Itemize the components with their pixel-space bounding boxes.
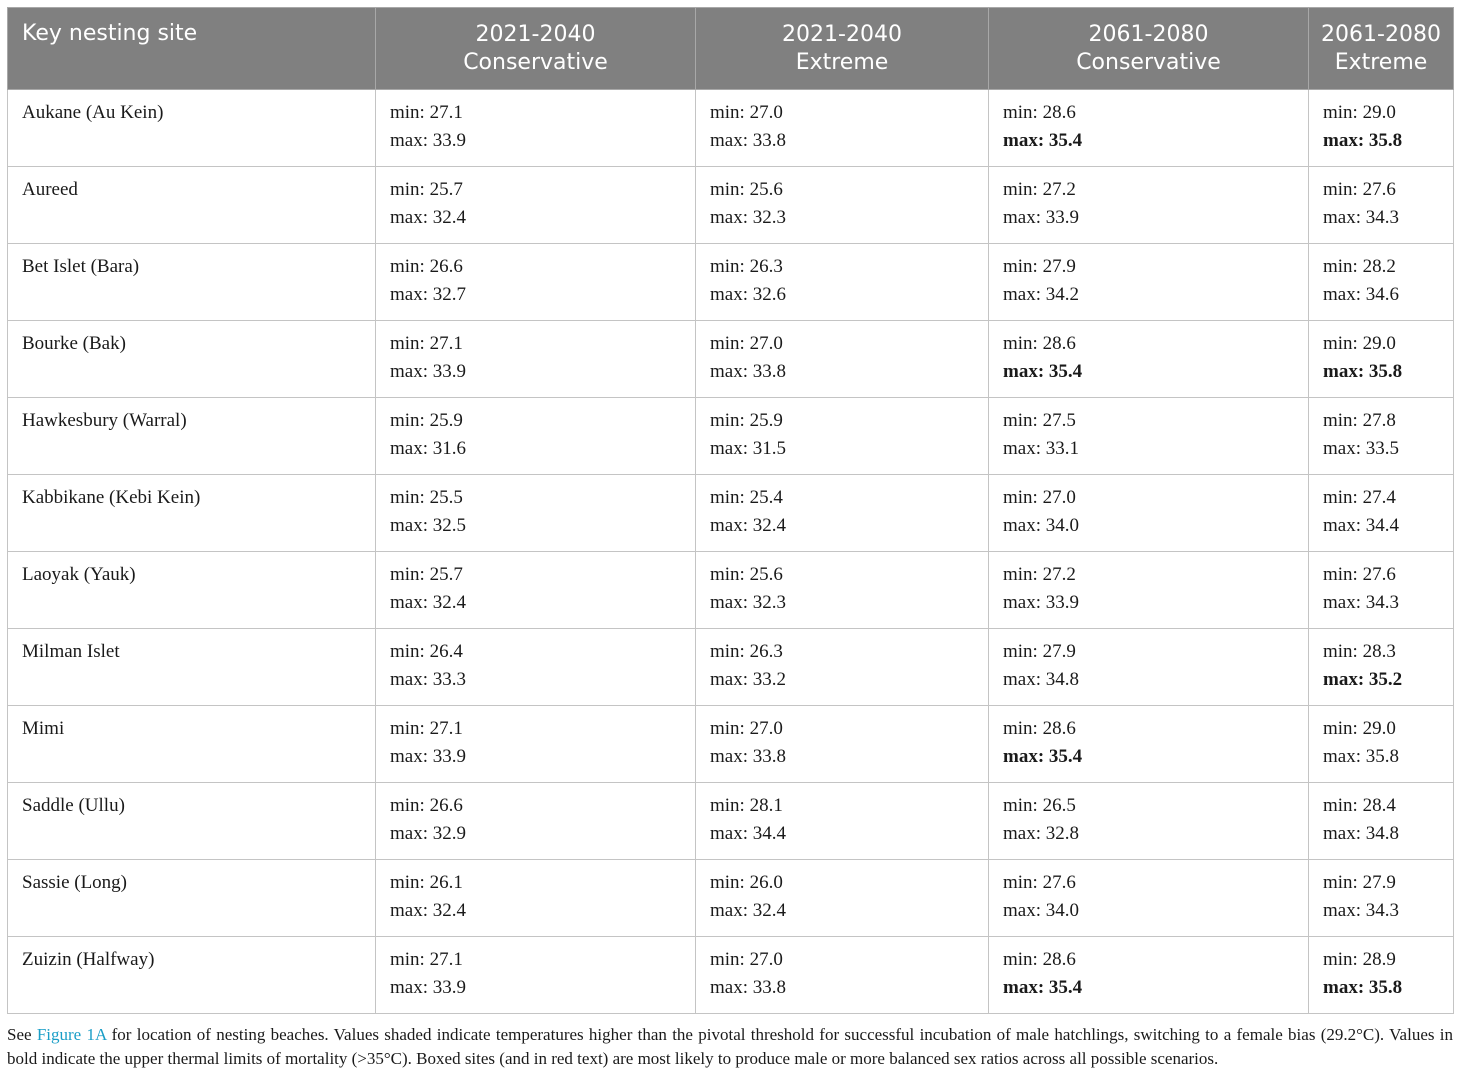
table-row xyxy=(8,783,1454,860)
max-temperature: max: 31.5 xyxy=(710,438,786,459)
min-temperature: min: 25.7 xyxy=(390,564,463,585)
max-temperature: max: 33.9 xyxy=(1003,207,1079,228)
max-temperature: max: 32.5 xyxy=(390,515,466,536)
table-body xyxy=(8,90,1454,1014)
min-temperature: min: 26.5 xyxy=(1003,795,1076,816)
max-temperature: max: 33.3 xyxy=(390,669,466,690)
site-name-cell: Aukane (Au Kein) xyxy=(8,90,376,167)
min-temperature: min: 29.0 xyxy=(1323,718,1396,739)
min-temperature: min: 27.9 xyxy=(1003,256,1076,277)
temperature-cell xyxy=(696,937,989,1014)
min-temperature: min: 25.9 xyxy=(710,410,783,431)
max-temperature: max: 34.0 xyxy=(1003,900,1079,921)
max-temperature: max: 35.8 xyxy=(1323,977,1403,998)
min-temperature: min: 26.6 xyxy=(390,795,463,816)
min-temperature: min: 26.3 xyxy=(710,256,783,277)
site-name-cell: Bourke (Bak) xyxy=(8,321,376,398)
min-temperature: min: 27.0 xyxy=(710,333,783,354)
min-temperature: min: 27.6 xyxy=(1323,564,1396,585)
max-temperature: max: 33.9 xyxy=(390,130,466,151)
min-temperature: min: 27.2 xyxy=(1003,179,1076,200)
max-temperature: max: 34.3 xyxy=(1323,207,1399,228)
min-temperature: min: 27.0 xyxy=(1003,487,1076,508)
table-row xyxy=(8,860,1454,937)
min-temperature: min: 25.9 xyxy=(390,410,463,431)
min-temperature: min: 26.3 xyxy=(710,641,783,662)
column-header-line: 2061-2080 xyxy=(1088,21,1209,47)
temperature-cell xyxy=(1309,860,1454,937)
site-name-cell: Sassie (Long) xyxy=(8,860,376,937)
max-temperature: max: 32.4 xyxy=(710,900,786,921)
temperature-cell xyxy=(1309,937,1454,1014)
max-temperature: max: 35.4 xyxy=(1003,746,1083,767)
site-name-cell: Zuizin (Halfway) xyxy=(8,937,376,1014)
temperature-cell xyxy=(989,629,1309,706)
column-header xyxy=(989,8,1309,90)
column-header-line: Conservative xyxy=(463,49,608,75)
max-temperature: max: 33.9 xyxy=(390,361,466,382)
min-temperature: min: 25.4 xyxy=(710,487,783,508)
nesting-temperature-table xyxy=(7,7,1454,1014)
table-row xyxy=(8,629,1454,706)
min-temperature: min: 29.0 xyxy=(1323,333,1396,354)
max-temperature: max: 31.6 xyxy=(390,438,466,459)
max-temperature: max: 33.8 xyxy=(710,361,786,382)
site-name-cell: Milman Islet xyxy=(8,629,376,706)
max-temperature: max: 33.9 xyxy=(390,977,466,998)
temperature-cell xyxy=(989,552,1309,629)
temperature-cell xyxy=(696,244,989,321)
max-temperature: max: 34.2 xyxy=(1003,284,1079,305)
min-temperature: min: 28.6 xyxy=(1003,102,1076,123)
max-temperature: max: 35.2 xyxy=(1323,669,1403,690)
temperature-cell xyxy=(376,629,696,706)
temperature-cell xyxy=(1309,167,1454,244)
temperature-cell xyxy=(1309,552,1454,629)
temperature-cell xyxy=(376,398,696,475)
table-row xyxy=(8,167,1454,244)
temperature-cell xyxy=(696,629,989,706)
min-temperature: min: 27.0 xyxy=(710,102,783,123)
max-temperature: max: 33.2 xyxy=(710,669,786,690)
max-temperature: max: 32.8 xyxy=(1003,823,1079,844)
min-temperature: min: 27.1 xyxy=(390,102,463,123)
column-header-line: 2021-2040 xyxy=(475,21,596,47)
table-row xyxy=(8,321,1454,398)
min-temperature: min: 27.9 xyxy=(1003,641,1076,662)
max-temperature: max: 32.3 xyxy=(710,207,786,228)
figure-link[interactable]: Figure 1A xyxy=(36,1025,107,1044)
site-name-cell: Hawkesbury (Warral) xyxy=(8,398,376,475)
table-row xyxy=(8,244,1454,321)
table-row xyxy=(8,937,1454,1014)
temperature-cell xyxy=(989,860,1309,937)
temperature-cell xyxy=(696,552,989,629)
column-header-line: 2021-2040 xyxy=(782,21,902,47)
site-name-cell: Aureed xyxy=(8,167,376,244)
temperature-cell xyxy=(1309,783,1454,860)
max-temperature: max: 35.4 xyxy=(1003,130,1083,151)
max-temperature: max: 32.7 xyxy=(390,284,466,305)
site-name-cell: Saddle (Ullu) xyxy=(8,783,376,860)
min-temperature: min: 27.0 xyxy=(710,718,783,739)
footnote-text: for location of nesting beaches. Values shaded indicate temperatures higher than the pivotal threshold for successful incubation of male hatchlings, switching to a female bias (29.2°C). Values in bold indicate the upper thermal limits of mortality (>35°C). Boxed sites (and in red text) are most likely to produce male or more balanced sex ratios across all possible scenarios. xyxy=(7,1025,1453,1068)
max-temperature: max: 32.3 xyxy=(710,592,786,613)
min-temperature: min: 27.8 xyxy=(1323,410,1396,431)
table-row xyxy=(8,706,1454,783)
max-temperature: max: 33.8 xyxy=(710,130,786,151)
min-temperature: min: 27.6 xyxy=(1323,179,1396,200)
temperature-cell xyxy=(696,706,989,783)
min-temperature: min: 25.6 xyxy=(710,179,783,200)
max-temperature: max: 33.9 xyxy=(1003,592,1079,613)
temperature-cell xyxy=(1309,475,1454,552)
max-temperature: max: 32.4 xyxy=(710,515,786,536)
site-name-cell: Mimi xyxy=(8,706,376,783)
min-temperature: min: 28.4 xyxy=(1323,795,1396,816)
temperature-cell xyxy=(1309,90,1454,167)
table-row xyxy=(8,475,1454,552)
min-temperature: min: 25.7 xyxy=(390,179,463,200)
temperature-cell xyxy=(376,90,696,167)
min-temperature: min: 28.6 xyxy=(1003,949,1076,970)
min-temperature: min: 28.1 xyxy=(710,795,783,816)
site-name-cell: Bet Islet (Bara) xyxy=(8,244,376,321)
temperature-cell xyxy=(1309,244,1454,321)
temperature-cell xyxy=(1309,321,1454,398)
min-temperature: min: 25.6 xyxy=(710,564,783,585)
min-temperature: min: 27.0 xyxy=(710,949,783,970)
table-header-row xyxy=(8,8,1454,90)
temperature-cell xyxy=(989,244,1309,321)
max-temperature: max: 34.8 xyxy=(1003,669,1079,690)
max-temperature: max: 35.8 xyxy=(1323,746,1399,767)
temperature-cell xyxy=(376,475,696,552)
temperature-cell xyxy=(989,706,1309,783)
max-temperature: max: 32.6 xyxy=(710,284,786,305)
max-temperature: max: 33.1 xyxy=(1003,438,1079,459)
min-temperature: min: 27.1 xyxy=(390,333,463,354)
temperature-cell xyxy=(696,167,989,244)
column-header-line: Extreme xyxy=(1334,49,1428,75)
temperature-cell xyxy=(696,860,989,937)
min-temperature: min: 27.5 xyxy=(1003,410,1076,431)
max-temperature: max: 33.8 xyxy=(710,746,786,767)
temperature-cell xyxy=(696,475,989,552)
max-temperature: max: 34.8 xyxy=(1323,823,1399,844)
temperature-cell xyxy=(989,167,1309,244)
temperature-cell xyxy=(1309,398,1454,475)
min-temperature: min: 26.1 xyxy=(390,872,463,893)
max-temperature: max: 34.0 xyxy=(1003,515,1079,536)
max-temperature: max: 32.9 xyxy=(390,823,466,844)
min-temperature: min: 27.1 xyxy=(390,949,463,970)
max-temperature: max: 34.6 xyxy=(1323,284,1399,305)
column-header-line: 2061-2080 xyxy=(1321,21,1441,47)
temperature-cell xyxy=(696,90,989,167)
column-header xyxy=(696,8,989,90)
footnote-prefix: See xyxy=(7,1025,37,1044)
min-temperature: min: 26.0 xyxy=(710,872,783,893)
temperature-cell xyxy=(376,167,696,244)
data-table-container xyxy=(7,7,1453,1014)
min-temperature: min: 28.3 xyxy=(1323,641,1396,662)
temperature-cell xyxy=(376,937,696,1014)
max-temperature: max: 32.4 xyxy=(390,900,466,921)
min-temperature: min: 29.0 xyxy=(1323,102,1396,123)
temperature-cell xyxy=(376,244,696,321)
column-header xyxy=(376,8,696,90)
temperature-cell xyxy=(376,706,696,783)
column-header-line: Key nesting site xyxy=(22,21,198,46)
max-temperature: max: 35.4 xyxy=(1003,361,1083,382)
column-header xyxy=(8,8,376,90)
min-temperature: min: 28.9 xyxy=(1323,949,1396,970)
temperature-cell xyxy=(376,321,696,398)
column-header-line: Conservative xyxy=(1076,49,1221,75)
max-temperature: max: 33.8 xyxy=(710,977,786,998)
column-header-line: Extreme xyxy=(795,49,889,75)
max-temperature: max: 33.9 xyxy=(390,746,466,767)
min-temperature: min: 27.9 xyxy=(1323,872,1396,893)
min-temperature: min: 27.4 xyxy=(1323,487,1396,508)
max-temperature: max: 34.4 xyxy=(1323,515,1399,536)
min-temperature: min: 28.6 xyxy=(1003,333,1076,354)
site-name-cell: Kabbikane (Kebi Kein) xyxy=(8,475,376,552)
temperature-cell xyxy=(989,937,1309,1014)
temperature-cell xyxy=(376,860,696,937)
table-footnote xyxy=(7,1023,1453,1071)
temperature-cell xyxy=(696,783,989,860)
temperature-cell xyxy=(989,321,1309,398)
column-header xyxy=(1309,8,1454,90)
max-temperature: max: 35.4 xyxy=(1003,977,1083,998)
max-temperature: max: 33.5 xyxy=(1323,438,1399,459)
max-temperature: max: 32.4 xyxy=(390,592,466,613)
min-temperature: min: 28.6 xyxy=(1003,718,1076,739)
temperature-cell xyxy=(989,475,1309,552)
temperature-cell xyxy=(1309,706,1454,783)
temperature-cell xyxy=(1309,629,1454,706)
table-row xyxy=(8,398,1454,475)
min-temperature: min: 27.1 xyxy=(390,718,463,739)
temperature-cell xyxy=(376,783,696,860)
max-temperature: max: 35.8 xyxy=(1323,361,1403,382)
min-temperature: min: 25.5 xyxy=(390,487,463,508)
temperature-cell xyxy=(989,783,1309,860)
max-temperature: max: 34.3 xyxy=(1323,900,1399,921)
temperature-cell xyxy=(696,398,989,475)
temperature-cell xyxy=(989,398,1309,475)
temperature-cell xyxy=(989,90,1309,167)
min-temperature: min: 28.2 xyxy=(1323,256,1396,277)
table-row xyxy=(8,552,1454,629)
site-name-cell: Laoyak (Yauk) xyxy=(8,552,376,629)
min-temperature: min: 26.6 xyxy=(390,256,463,277)
max-temperature: max: 34.4 xyxy=(710,823,786,844)
min-temperature: min: 26.4 xyxy=(390,641,463,662)
table-row xyxy=(8,90,1454,167)
max-temperature: max: 32.4 xyxy=(390,207,466,228)
min-temperature: min: 27.2 xyxy=(1003,564,1076,585)
temperature-cell xyxy=(696,321,989,398)
temperature-cell xyxy=(376,552,696,629)
max-temperature: max: 35.8 xyxy=(1323,130,1403,151)
max-temperature: max: 34.3 xyxy=(1323,592,1399,613)
min-temperature: min: 27.6 xyxy=(1003,872,1076,893)
